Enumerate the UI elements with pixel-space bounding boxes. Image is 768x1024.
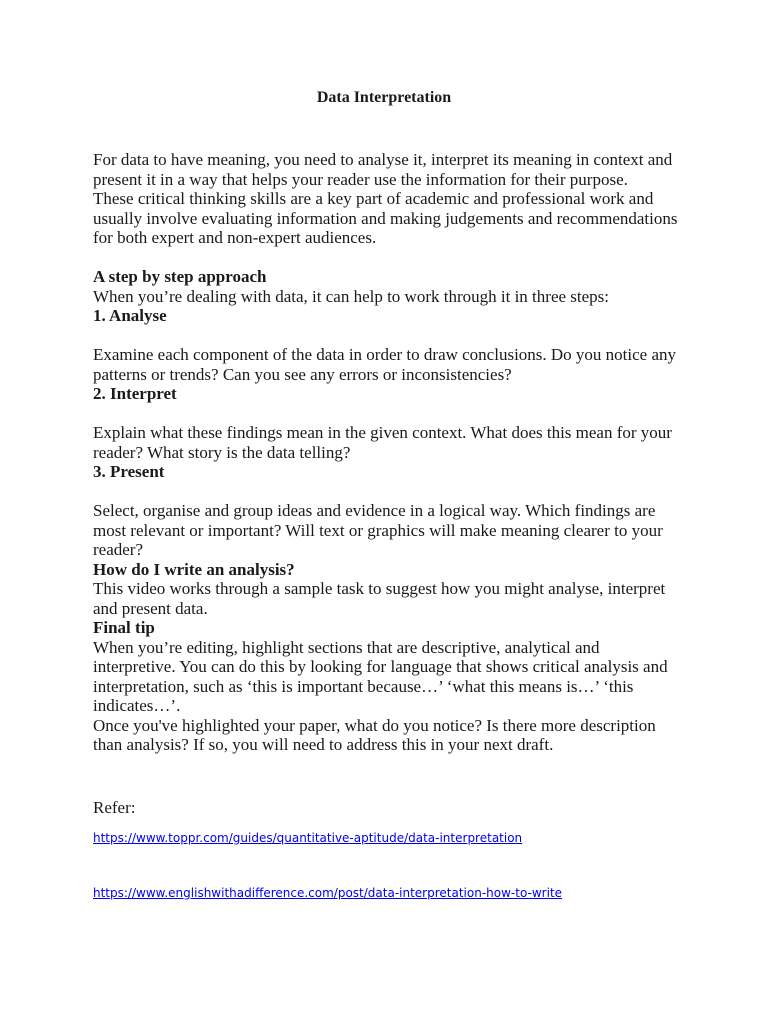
- step-heading-present: 3. Present: [93, 462, 165, 481]
- document-title: Data Interpretation: [316, 89, 452, 106]
- spacer: [93, 326, 683, 346]
- section-heading-approach: A step by step approach: [93, 267, 267, 286]
- section-heading-tip: Final tip: [93, 618, 155, 637]
- step-text-present: Select, organise and group ideas and evidence in a logical way. Which findings are most relevant or important? Will text or graphics will make meaning clearer to your reader?: [93, 501, 663, 559]
- refer-label: Refer:: [93, 798, 136, 817]
- spacer: [93, 404, 683, 424]
- reference-link[interactable]: https://www.englishwithadifference.com/post/data-interpretation-how-to-write: [93, 886, 563, 900]
- reference-link[interactable]: https://www.toppr.com/guides/quantitative-aptitude/data-interpretation: [93, 831, 523, 845]
- approach-paragraph: When you’re dealing with data, it can help to work through it in three steps:: [93, 286, 610, 306]
- document-body: [93, 150, 683, 755]
- spacer: [93, 482, 683, 502]
- section-heading-analysis: How do I write an analysis?: [93, 559, 295, 579]
- step-text-interpret: Explain what these findings mean in the given context. What does this mean for your reader? What story is the data telling?: [93, 423, 672, 462]
- intro-paragraph: For data to have meaning, you need to analyse it, interpret its meaning in context and present it in a way that helps your reader use the information for their purpose.: [93, 150, 673, 189]
- intro-paragraph: These critical thinking skills are a key part of academic and professional work and usually involve evaluating information and making judgements and recommendations for both expert and non-expert audiences.: [93, 189, 678, 247]
- tip-paragraph: When you’re editing, highlight sections that are descriptive, analytical and interpretive. You can do this by looking for language that shows critical analysis and interpretation, such as ‘this is important because…’ ‘what this means is…’ ‘this indicates…’.: [93, 637, 668, 715]
- spacer: [93, 248, 683, 268]
- analysis-paragraph: This video works through a sample task to suggest how you might analyse, interpret and present data.: [93, 579, 666, 618]
- step-text-analyse: Examine each component of the data in order to draw conclusions. Do you notice any patterns or trends? Can you see any errors or inconsistencies?: [93, 345, 677, 384]
- step-heading-interpret: 2. Interpret: [93, 384, 177, 403]
- step-heading-analyse: 1. Analyse: [93, 306, 167, 325]
- tip-paragraph: Once you've highlighted your paper, what do you notice? Is there more description than analysis? If so, you will need to address this in your next draft.: [93, 715, 656, 754]
